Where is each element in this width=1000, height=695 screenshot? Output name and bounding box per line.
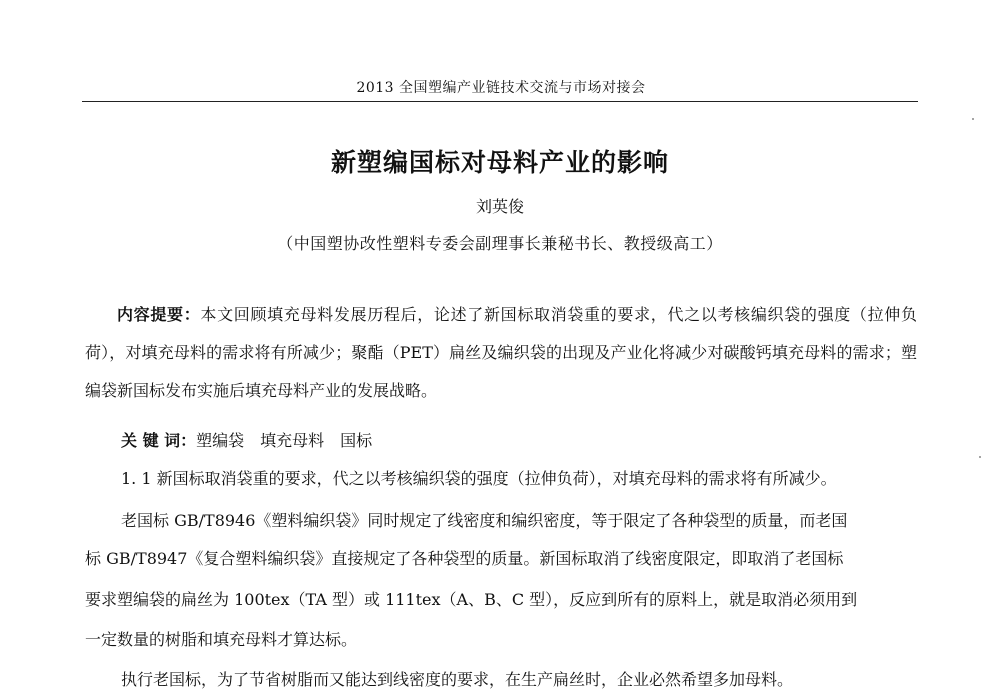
paragraph-line: 老国标 GB/T8946《塑料编织袋》同时规定了线密度和编织密度，等于限定了各种袋型的质量，而老国 <box>121 511 848 530</box>
keywords-text: 塑编袋 填充母料 国标 <box>196 431 373 450</box>
article-title: 新塑编国标对母料产业的影响 <box>330 148 669 177</box>
paragraph-line: 要求塑编袋的扁丝为 100tex（TA 型）或 111tex（A、B、C 型），反应到所有的原料上，就是取消必须用到 <box>85 590 858 609</box>
abstract-label: 内容提要： <box>117 305 201 324</box>
keywords-line <box>85 430 917 452</box>
paragraph-line: 标 GB/T8947《复合塑料编织袋》直接规定了各种袋型的质量。新国标取消了线密度限定，即取消了老国标 <box>85 549 844 568</box>
author-affiliation: （中国塑协改性塑料专委会副理事长兼秘书长、教授级高工） <box>277 234 723 253</box>
scan-speck <box>972 118 974 120</box>
article-author: 刘英俊 <box>475 197 524 216</box>
running-header: 2013 全国塑编产业链技术交流与市场对接会 <box>356 80 646 96</box>
paragraph-line: 一定数量的树脂和填充母料才算达标。 <box>85 630 358 649</box>
section-heading: 1. 1 新国标取消袋重的要求，代之以考核编织袋的强度（拉伸负荷），对填充母料的需求将有所减少。 <box>121 469 837 488</box>
header-rule <box>82 101 918 102</box>
paragraph-line: 执行老国标，为了节省树脂而又能达到线密度的要求，在生产扁丝时，企业必然希望多加母料。 <box>121 670 794 689</box>
keywords-label: 关 键 词： <box>121 431 197 450</box>
scan-speck <box>979 456 981 458</box>
abstract-paragraph <box>85 296 917 410</box>
abstract-text: 本文回顾填充母料发展历程后，论述了新国标取消袋重的要求，代之以考核编织袋的强度（拉伸负荷），对填充母料的需求将有所减少；聚酯（PET）扁丝及编织袋的出现及产业化将减少对碳酸钙填充母料的需求；塑编袋新国标发布实施后填充母料产业的发展战略。 <box>85 305 917 400</box>
